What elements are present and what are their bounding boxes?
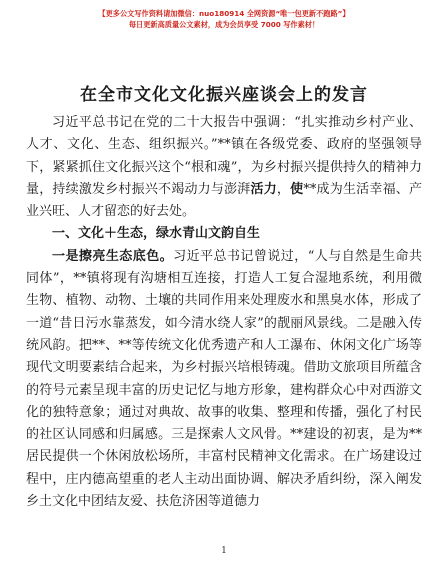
page-number: 1 [221,546,227,556]
document-body [26,112,422,513]
intro-text: 习近平总书记在党的二十大报告中强调：“扎实推动乡村产业、人才、文化、生态、组织振兴。”**镇在各级党委、政府的坚强领导下，紧紧抓住文化振兴这个“根和魂”，为乡村振兴提供持久的精神力量，持续激发乡村振兴不竭动力与澎湃 [26,115,422,197]
section-1-paragraph [26,246,422,514]
intro-end: **成为生活幸福、产业兴旺、人才留恋的好去处。 [26,181,422,220]
intro-paragraph [26,112,422,223]
section-1-lead: 一是擦亮生态底色。 [52,248,174,264]
section-1-text: 习近平总书记曾说过，“人与自然是生命共同体”，**镇将现有沟塘相互连接，打造人工复合湿地系统，利用微生物、植物、动物、土壤的共同作用来处理废水和黑臭水体，形成了一道“昔日污水靠蒸发，如今清水绕人家”的靓丽风景线。二是融入传统风韵。把**、**等传统文化优秀遗产和人工瀑布、休闲文化广场等现代文明要素结合起来，为乡村振兴培根铸魂。借助文旅项目所蕴含的符号元素呈现丰富的历史记忆与地方形象，建构群众心中对西游文化的独特意象；通过对典故、故事的收集、整理和传播，强化了村民的社区认同感和归属感。三是探索人文风骨。**建设的初衷，是为**居民提供一个休闲放松场所，丰富村民精神文化需求。在广场建设过程中，庄内德高望重的老人主动出面协调、解决矛盾纠纷，深入阐发乡土文化中团结友爱、扶危济困等道德力 [26,248,422,510]
section-1-heading: 一、文化＋生态，绿水青山文韵自生 [52,226,261,242]
intro-bold-2: 使 [290,181,304,197]
banner-line-1: 【更多公文写作资料请加微信：nuo180914 全网资源“唯一包更新不跑路”】 [98,9,350,18]
intro-bold-1: 活力 [250,181,277,197]
watermark-banner [60,8,388,30]
intro-tail: ， [276,181,291,197]
banner-line-2: 每日更新高质量公文素材，成为会员享受 7000 写作素材！ [128,20,320,29]
document-title: 在全市文化文化振兴座谈会上的发言 [80,85,368,105]
